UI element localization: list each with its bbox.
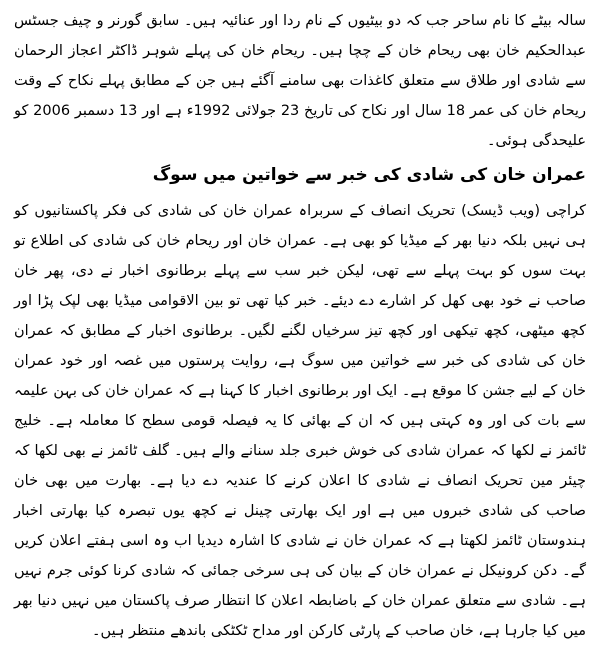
body-paragraph: کراچی (ویب ڈیسک) تحریک انصاف کے سربراہ عمران خان کی شادی کی فکر پاکستانیوں کو ہی نہیں بلکہ دنیا بھر کے میڈیا کو بھی ہے۔ عمران خان اور ریحام خان کی شادی کی اطلاع تو بہت سوں کو بہت پہلے سے تھی، لیکن خبر سب سے پہلے برطانوی اخبار نے دی، پھر خان صاحب نے خود بھی کھل کر اشارے دے دیئے۔ خبر کیا تھی تو بین الاقوامی میڈیا بھی لپک پڑا اور کچھ میٹھی، کچھ تیکھی اور کچھ تیز سرخیاں لگنے لگیں۔ برطانوی اخبار کے مطابق کہ عمران خان کی شادی کی خبر سے خواتین میں سوگ ہے، روایت پرستوں میں غصہ اور خود عمران خان کے لیے جشن کا موقع ہے۔ ایک اور برطانوی اخبار کا کہنا ہے کہ عمران خان کی بہن علیمہ سے بات کی اور وہ کہتی ہیں کہ ان کے بھائی کا یہ فیصلہ قومی سطح کا معاملہ ہے۔ خلیج ٹائمز نے لکھا کہ عمران شادی کی خوش خبری جلد سنانے والے ہیں۔ گلف ٹائمز نے بھی لکھا کہ چیئر مین تحریک انصاف نے شادی کا اعلان کرنے کا عندیہ دے دیا ہے۔ بھارت میں بھی خان صاحب کی شادی خبروں میں ہے اور ایک بھارتی چینل نے کچھ یوں تبصرہ کیا بھارتی اخبار ہندوستان ٹائمز لکھتا ہے کہ عمران خان نے شادی کا اشارہ دیدیا اب وہ اسی ہفتے اعلان کریں گے۔ دکن کرونیکل نے عمران خان کے بیان کی ہی سرخی جمائی کہ شادی کرنا کوئی جرم نہیں ہے۔ شادی سے متعلق عمران خان کے باضابطہ اعلان کا انتظار صرف پاکستان میں نہیں دنیا بھر میں کیا جارہا ہے، خان صاحب کے پارٹی کارکن اور مداح ٹکٹکی باندھے منتظر ہیں۔ [14,203,586,639]
article-headline: عمران خان کی شادی کی خبر سے خواتین میں سوگ [152,165,586,185]
intro-paragraph: سالہ بیٹے کا نام ساحر جب کہ دو بیٹیوں کے نام ردا اور عنائیہ ہیں۔ سابق گورنر و چیف جسٹس عبدالحکیم خان بھی ریحام خان کے چچا ہیں۔ ریحام خان کی پہلے شوہر ڈاکٹر اعجاز الرحمان سے شادی اور طلاق سے متعلق کاغذات بھی سامنے آگئے ہیں جن کے مطابق پہلے نکاح کے وقت ریحام خان کی عمر 18 سال اور نکاح کی تاریخ 23 جولائی 1992ء ہے اور 13 دسمبر 2006 کو علیحدگی ہوئی۔ [14,13,586,149]
article [14,6,586,646]
